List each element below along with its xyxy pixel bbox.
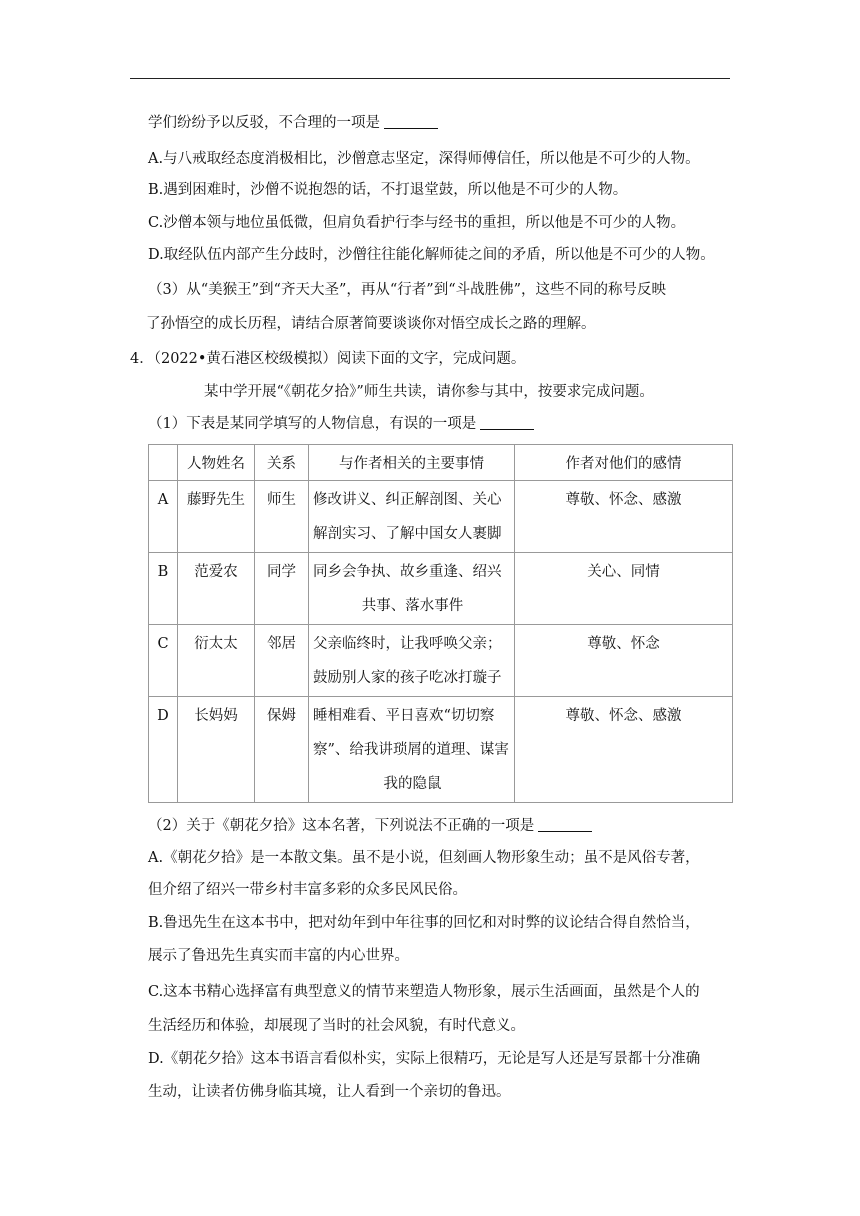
- option-b: B.鲁迅先生在这本书中，把对幼年到中年往事的回忆和对时弊的议论结合得自然恰当，: [148, 915, 700, 931]
- table-header-cell: [149, 445, 178, 481]
- main-events: 睡相难看、平日喜欢“切切察 察”、给我讲琐屑的道理、谋害 我的隐鼠: [309, 697, 515, 803]
- author-feeling: 尊敬、怀念: [515, 625, 733, 697]
- table-row: [149, 481, 733, 553]
- answer-blank[interactable]: [538, 817, 592, 832]
- relation: 保姆: [255, 697, 309, 803]
- option-c: C.这本书精心选择富有典型意义的情节来塑造人物形象，展示生活画面，虽然是个人的: [148, 984, 700, 1000]
- main-events: 同乡会争执、故乡重逢、绍兴 共事、落水事件: [309, 553, 515, 625]
- character-name: 衍太太: [178, 625, 255, 697]
- relation: 同学: [255, 553, 309, 625]
- option-a-cont: 但介绍了绍兴一带乡村丰富多彩的众多民风民俗。: [148, 882, 467, 898]
- question-4-intro: 某中学开展“《朝花夕拾》”师生共读，请你参与其中，按要求完成问题。: [204, 384, 654, 400]
- main-events: 修改讲义、纠正解剖图、关心 解剖实习、了解中国女人裹脚: [309, 481, 515, 553]
- row-label: A: [149, 481, 178, 553]
- option-b: B.遇到困难时，沙僧不说抱怨的话，不打退堂鼓，所以他是不可少的人物。: [148, 182, 628, 198]
- relation: 邻居: [255, 625, 309, 697]
- sub-question-2: （2）关于《朝花夕拾》这本名著，下列说法不正确的一项是: [148, 816, 592, 836]
- table-header-cell: 关系: [255, 445, 309, 481]
- character-name: 藤野先生: [178, 481, 255, 553]
- question-4-header: 4．（2022•黄石港区校级模拟）阅读下面的文字，完成问题。: [130, 351, 526, 367]
- option-a: A.《朝花夕拾》是一本散文集。虽不是小说，但刻画人物形象生动；虽不是风俗专著，: [148, 850, 700, 866]
- answer-blank[interactable]: [384, 114, 438, 129]
- option-d-cont: 生动，让读者仿佛身临其境，让人看到一个亲切的鲁迅。: [148, 1084, 511, 1100]
- character-name: 范爱农: [178, 553, 255, 625]
- table-header-cell: 人物姓名: [178, 445, 255, 481]
- option-c-cont: 生活经历和体验，却展现了当时的社会风貌，有时代意义。: [148, 1018, 525, 1034]
- relation: 师生: [255, 481, 309, 553]
- option-a: A.与八戒取经态度消极相比，沙僧意志坚定，深得师傅信任，所以他是不可少的人物。: [148, 151, 700, 167]
- sub-question-3: （3）从“美猴王”到“齐天大圣”，再从“行者”到“斗战胜佛”，这些不同的称号反映: [148, 282, 667, 298]
- author-feeling: 关心、同情: [515, 553, 733, 625]
- option-d: D.取经队伍内部产生分歧时，沙僧往往能化解师徒之间的矛盾，所以他是不可少的人物。: [148, 247, 715, 263]
- table-header-row: [149, 445, 733, 481]
- main-events: 父亲临终时，让我呼唤父亲； 鼓励别人家的孩子吃冰打璇子: [309, 625, 515, 697]
- header-rule: [130, 78, 730, 79]
- author-feeling: 尊敬、怀念、感激: [515, 697, 733, 803]
- table-header-cell: 与作者相关的主要事情: [309, 445, 515, 481]
- table-row: [149, 625, 733, 697]
- row-label: D: [149, 697, 178, 803]
- table-row: [149, 697, 733, 803]
- author-feeling: 尊敬、怀念、感激: [515, 481, 733, 553]
- sub-question-3-cont: 了孙悟空的成长历程，请结合原著简要谈谈你对悟空成长之路的理解。: [146, 316, 596, 332]
- row-label: B: [149, 553, 178, 625]
- option-d: D.《朝花夕拾》这本书语言看似朴实，实际上很精巧，无论是写人还是写景都十分准确: [148, 1051, 701, 1067]
- answer-blank[interactable]: [480, 415, 534, 430]
- sub-question-1: （1）下表是某同学填写的人物信息，有误的一项是: [148, 414, 534, 434]
- character-info-table: [148, 444, 733, 803]
- row-label: C: [149, 625, 178, 697]
- table-row: [149, 553, 733, 625]
- table-header-cell: 作者对他们的感情: [515, 445, 733, 481]
- option-c: C.沙僧本领与地位虽低微，但肩负看护行李与经书的重担，所以他是不可少的人物。: [148, 215, 686, 231]
- option-b-cont: 展示了鲁迅先生真实而丰富的内心世界。: [148, 948, 409, 964]
- character-name: 长妈妈: [178, 697, 255, 803]
- question-stem-line: 学们纷纷予以反驳，不合理的一项是: [148, 113, 438, 133]
